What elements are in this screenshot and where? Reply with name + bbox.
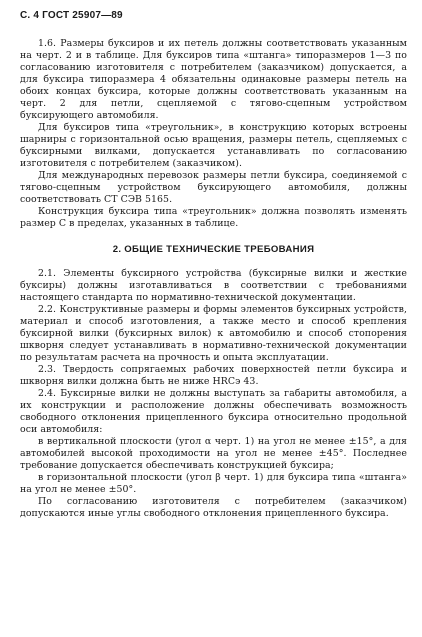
paragraph-agreement: По согласованию изготовителя с потребителем (заказчиком) допускаются иные углы свободного отклонения прицепленного буксира. xyxy=(20,496,407,519)
document-page xyxy=(20,10,407,520)
paragraph-2-2: 2.2. Конструктивные размеры и формы элементов буксирных устройств, материал и способ изготовления, а также место и способ крепления буксирной вилки (буксирных вилок) к автомобилю и способ стопорения шкворня следует устанавливать в нормативно-технической документации по результатам расчета на прочность и опыта эксплуатации. xyxy=(20,304,407,363)
paragraph-triangle-size: Конструкция буксира типа «треугольник» должна позволять изменять размер С в пределах, указанных в таблице. xyxy=(20,206,407,229)
section-title: 2. ОБЩИЕ ТЕХНИЧЕСКИЕ ТРЕБОВАНИЯ xyxy=(112,244,315,255)
page-header: С. 4 ГОСТ 25907—89 xyxy=(20,10,123,21)
paragraph-triangle-hinges: Для буксиров типа «треугольник», в конструкцию которых встроены шарниры с горизонтальной осью вращения, размеры петель, сцепляемых с буксирными вилками, допускается устанавливать по согласованию изготовителя с потребителем (заказчиком). xyxy=(20,122,407,169)
paragraph-1-6: 1.6. Размеры буксиров и их петель должны соответствовать указанным на черт. 2 и в таблице. Для буксиров типа «штанга» типоразмеров 1—3 по согласованию изготовителя с потребителем (заказчиком) допускается, а для буксира типоразмера 4 обязательны одинаковые размеры петель на обоих концах буксира, которые должны соответствовать указанным на черт. 2 для петли, сцепляемой с тягово-сцепным устройством буксирующего автомобиля. xyxy=(20,38,407,121)
paragraph-vertical-plane: в вертикальной плоскости (угол α черт. 1) на угол не менее ±15°, а для автомобилей высокой проходимости на угол не менее ±45°. Последнее требование допускается обеспечивать конструкцией буксира; xyxy=(20,436,407,471)
paragraph-2-3: 2.3. Твердость сопрягаемых рабочих поверхностей петли буксира и шкворня вилки должна быть не ниже HRCэ 43. xyxy=(20,364,407,387)
paragraph-2-4: 2.4. Буксирные вилки не должны выступать за габариты автомобиля, а их конструкции и расположение должны обеспечивать возможность свободного отклонения прицепленного буксира относительно продольной оси автомобиля: xyxy=(20,388,407,435)
paragraph-international: Для международных перевозок размеры петли буксира, соединяемой с тягово-сцепным устройством буксирующего автомобиля, должны соответствовать СТ СЭВ 5165. xyxy=(20,170,407,205)
paragraph-2-1: 2.1. Элементы буксирного устройства (буксирные вилки и жесткие буксиры) должны изготавливаться в соответствии с требованиями настоящего стандарта по нормативно-технической документации. xyxy=(20,268,407,303)
paragraph-horizontal-plane: в горизонтальной плоскости (угол β черт. 1) для буксира типа «штанга» на угол не менее ±50°. xyxy=(20,472,407,495)
